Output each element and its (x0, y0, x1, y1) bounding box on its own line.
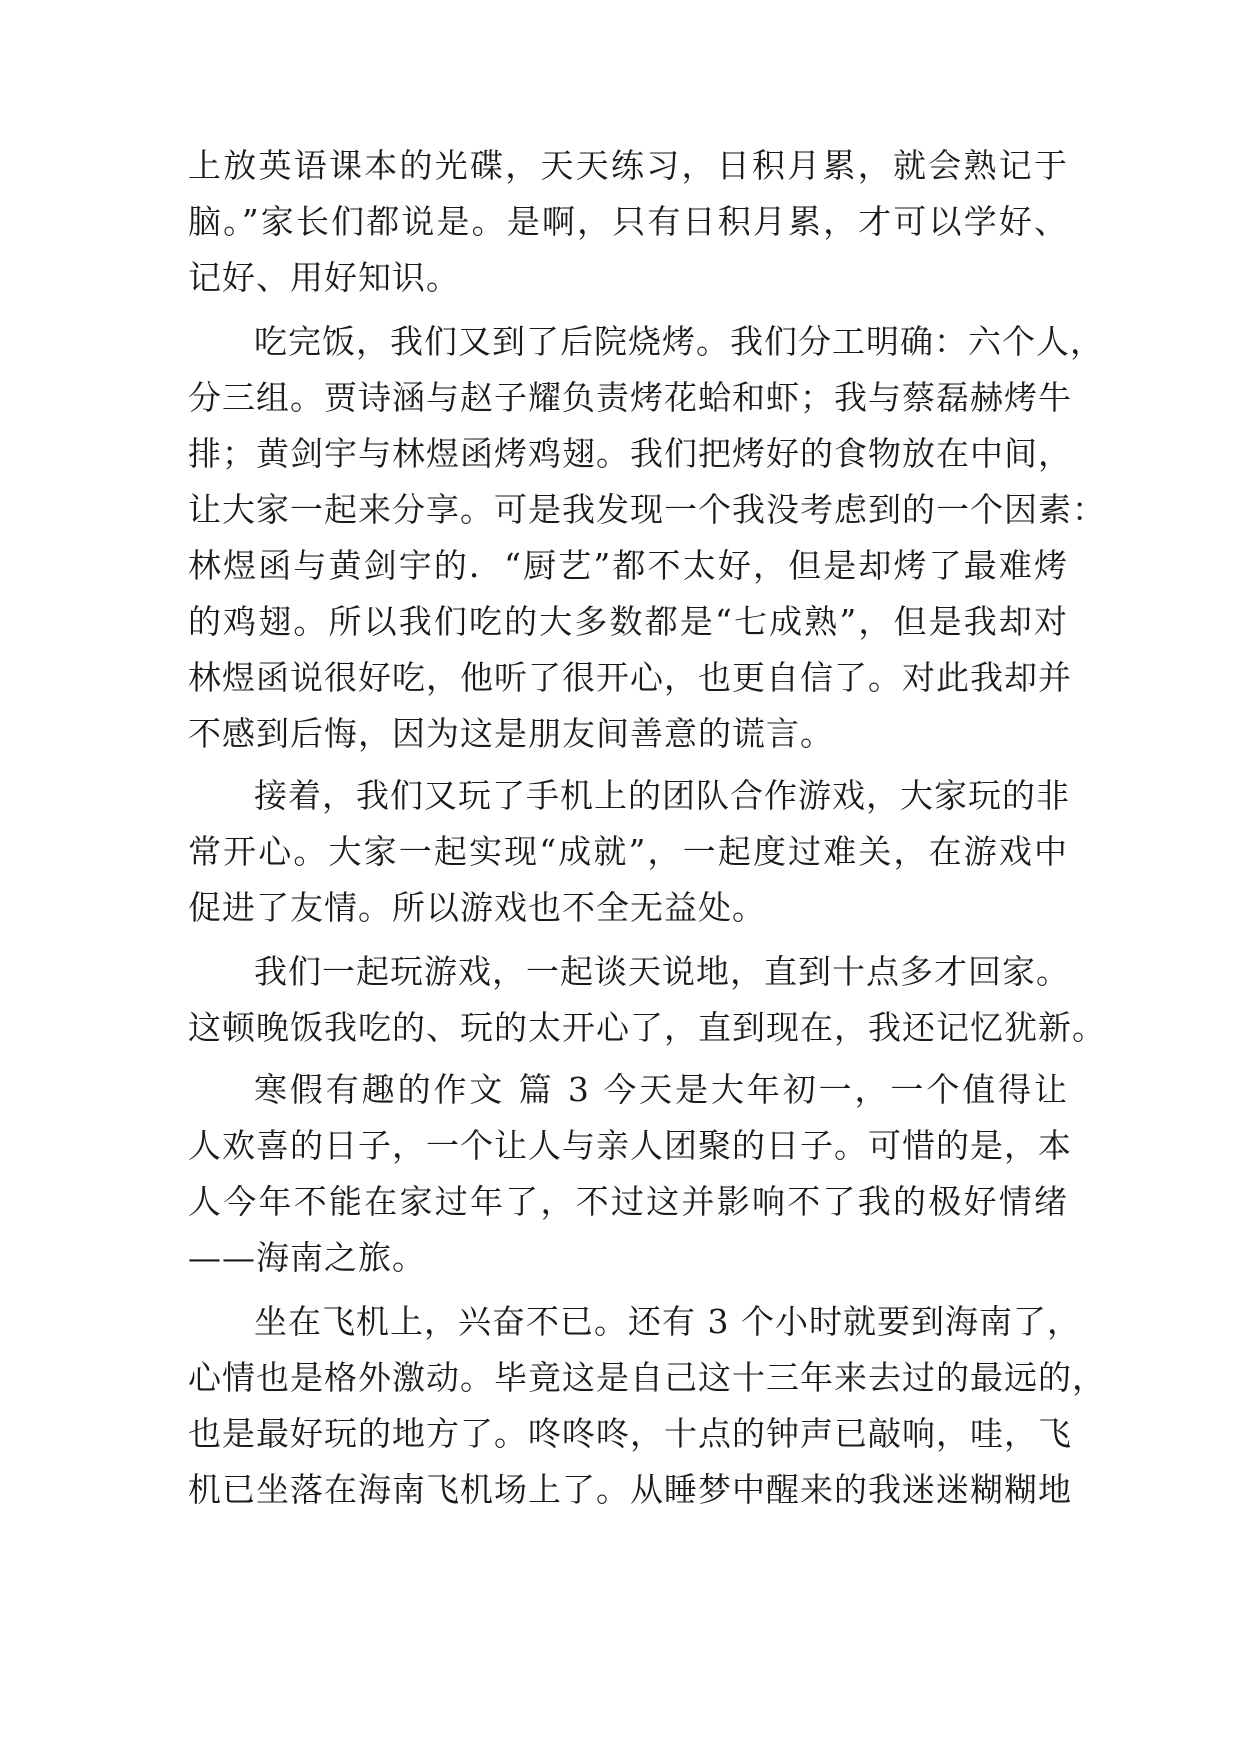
text-line: 常开心。大家一起实现“成就”，一起度过难关，在游戏中 (188, 832, 1068, 871)
text-line: 坐在飞机上，兴奋不已。还有 3 个小时就要到海南了， (254, 1302, 1081, 1341)
text-line: 分三组。贾诗涵与赵子耀负责烤花蛤和虾；我与蔡磊赫烤牛 (188, 378, 1072, 417)
text-line: 记好、用好知识。 (188, 258, 460, 297)
text-line: 不感到后悔，因为这是朋友间善意的谎言。 (188, 714, 834, 753)
text-line: 也是最好玩的地方了。咚咚咚，十点的钟声已敲响，哇，飞 (188, 1414, 1072, 1453)
text-line: ——海南之旅。 (188, 1238, 426, 1277)
text-line: 吃完饭，我们又到了后院烧烤。我们分工明确：六个人， (254, 322, 1104, 361)
text-line: 上放英语课本的光碟，天天练习，日积月累，就会熟记于 (188, 146, 1068, 185)
text-line: 寒假有趣的作文 篇 3 今天是大年初一，一个值得让 (254, 1070, 1068, 1109)
text-line: 排；黄剑宇与林煜函烤鸡翅。我们把烤好的食物放在中间， (188, 434, 1072, 473)
text-line: 林煜函说很好吃，他听了很开心，也更自信了。对此我却并 (188, 658, 1072, 697)
text-line: 心情也是格外激动。毕竟这是自己这十三年来去过的最远的， (188, 1358, 1106, 1397)
text-line: 机已坐落在海南飞机场上了。从睡梦中醒来的我迷迷糊糊地 (188, 1470, 1072, 1509)
text-line: 林煜函与黄剑宇的．“厨艺”都不太好，但是却烤了最难烤 (188, 546, 1068, 585)
text-line: 让大家一起来分享。可是我发现一个我没考虑到的一个因素： (188, 490, 1106, 529)
text-line: 脑。”家长们都说是。是啊，只有日积月累，才可以学好、 (188, 202, 1068, 241)
text-line: 人欢喜的日子，一个让人与亲人团聚的日子。可惜的是，本 (188, 1126, 1072, 1165)
text-line: 接着，我们又玩了手机上的团队合作游戏，大家玩的非 (254, 776, 1070, 815)
text-line: 的鸡翅。所以我们吃的大多数都是“七成熟”，但是我却对 (188, 602, 1068, 641)
text-line: 人今年不能在家过年了，不过这并影响不了我的极好情绪 (188, 1182, 1068, 1221)
text-line: 这顿晚饭我吃的、玩的太开心了，直到现在，我还记忆犹新。 (188, 1008, 1106, 1047)
text-line: 促进了友情。所以游戏也不全无益处。 (188, 888, 766, 927)
text-line: 我们一起玩游戏，一起谈天说地，直到十点多才回家。 (254, 952, 1070, 991)
